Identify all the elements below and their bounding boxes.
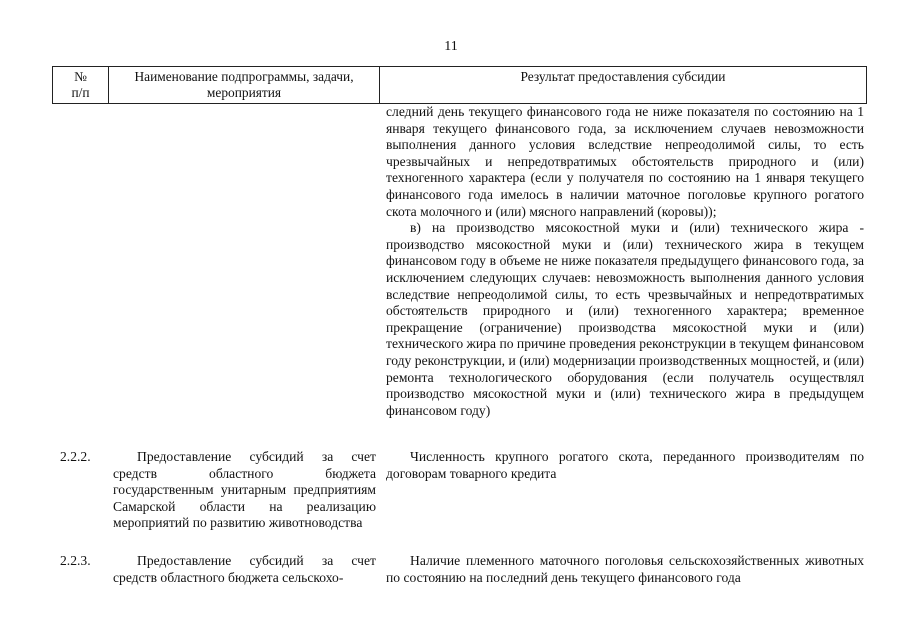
- continued-paragraph-a: следний день текущего финансового года не ниже показателя по состоянию на 1 января текущего финансового года, за исключением случаев невозможности выполнения данного условия вследствие непреодолимой силы, то есть чрезвычайных и непредотвратимых обстоятельств природного и (или) техногенного характера (если у получателя по состоянию на 1 января текущего финансового года имелось в наличии маточное поголовье крупного рогатого скота молочного и (или) мясного направлений (коровы));: [386, 104, 864, 219]
- header-number-line2: п/п: [71, 85, 90, 100]
- header-cell-result: [379, 66, 867, 104]
- row-result: Численность крупного рогатого скота, переданного производителям по договорам товарного кредита: [386, 449, 864, 481]
- header-cell-number: [52, 66, 109, 104]
- row-number: 2.2.2.: [60, 449, 91, 464]
- row-name: Предоставление субсидий за счет средств областного бюджета сельскохо-: [113, 553, 376, 585]
- row-number: 2.2.3.: [60, 553, 91, 568]
- row-result: Наличие племенного маточного поголовья сельскохозяйственных животных по состоянию на последний день текущего финансового года: [386, 553, 864, 585]
- header-name-text: Наименование подпрограммы, задачи, мероприятия: [134, 69, 354, 100]
- header-cell-name: [108, 66, 380, 104]
- continued-result-text: [386, 104, 864, 419]
- row-name: Предоставление субсидий за счет средств областного бюджета государственным унитарным предприятиям Самарской области на реализацию мероприятий по развитию животноводства: [113, 449, 376, 531]
- header-result-text: Результат предоставления субсидии: [520, 69, 726, 84]
- page-number: 11: [444, 39, 458, 54]
- continued-paragraph-b: в) на производство мясокостной муки и (или) технического жира - производство мясокостной муки и (или) технического жира в текущем финансовом году в объеме не ниже показателя предыдущего финансового года, за исключением следующих случаев: невозможность выполнения данного условия вследствие непреодолимой силы, то есть чрезвычайных и непредотвратимых обстоятельств природного и (или) техногенного характера; временное прекращение (ограничение) производства мясокостной муки и (или) технического жира по причине проведения реконструкции в текущем финансовом году реконструкции, и (или) модернизации производственных мощностей, и (или) ремонта технологического оборудования (если получатель осуществлял производство мясокостной муки и (или) технического жира в предыдущем финансовом году): [386, 220, 864, 418]
- header-number-line1: №: [74, 69, 87, 84]
